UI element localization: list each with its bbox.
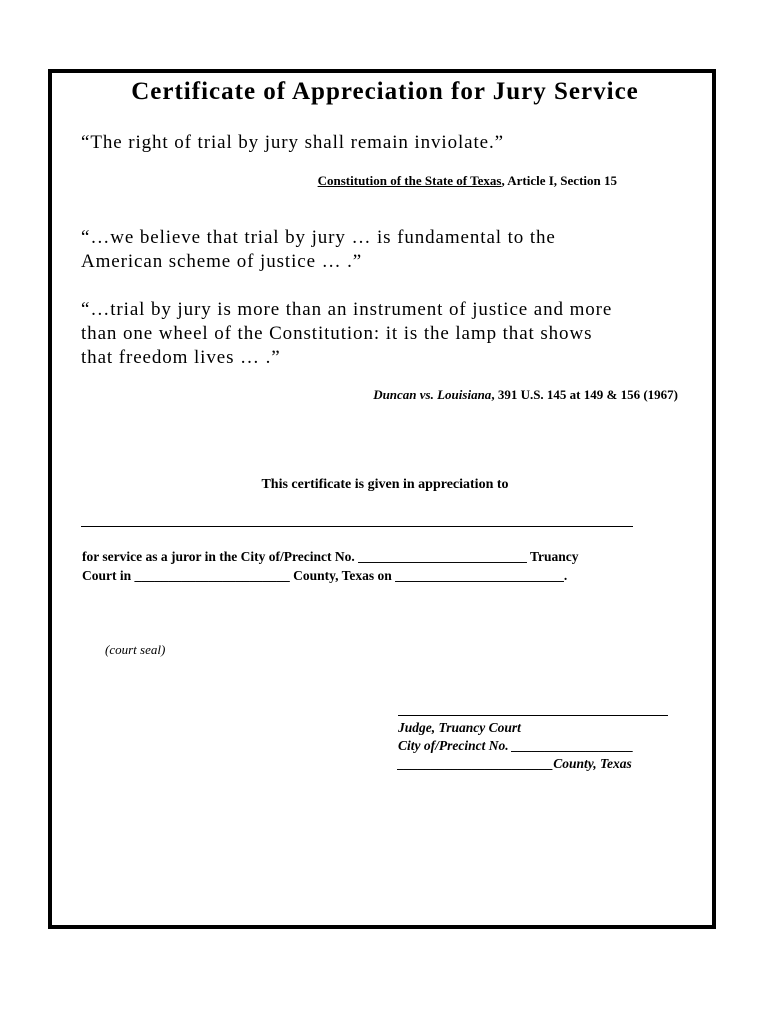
- citation-source: Constitution of the State of Texas: [317, 173, 502, 188]
- appreciation-text: This certificate is given in appreciation to: [261, 477, 509, 492]
- quote-line: American scheme of justice … .”: [81, 251, 363, 272]
- citation-article: , Article I, Section 15: [501, 173, 617, 188]
- quote-line: “…we believe that trial by jury … is fundamental to the: [81, 227, 556, 248]
- quote-scheme-of-justice: [81, 226, 556, 274]
- case-name: Duncan vs. Louisiana: [373, 387, 492, 402]
- judge-signature-line[interactable]: [398, 715, 668, 716]
- service-line-2: Court in _______________________ County, Texas on _________________________.: [82, 568, 568, 583]
- quote-texas-constitution: “The right of trial by jury shall remain inviolate.”: [81, 132, 504, 153]
- quote-line: “…trial by jury is more than an instrument of justice and more: [81, 299, 613, 320]
- quote-line: that freedom lives … .”: [81, 347, 281, 368]
- quote-line: than one wheel of the Constitution: it is the lamp that shows: [81, 323, 593, 344]
- quote-lamp-of-freedom: [81, 298, 612, 370]
- citation-duncan-case: [373, 387, 678, 403]
- citation-texas-constitution: [318, 173, 617, 189]
- juror-name-line[interactable]: [81, 526, 633, 527]
- judge-title: Judge, Truancy Court: [398, 720, 521, 735]
- certificate-border: [48, 69, 716, 929]
- case-reference: , 391 U.S. 145 at 149 & 156 (1967): [491, 387, 678, 402]
- appreciation-statement: [0, 477, 770, 493]
- court-seal-label: (court seal): [105, 642, 166, 657]
- certificate-title: Certificate of Appreciation for Jury Service: [131, 78, 639, 105]
- service-line-1: for service as a juror in the City of/Precinct No. _________________________ Truancy: [82, 549, 579, 564]
- judge-county: _______________________County, Texas: [398, 756, 632, 771]
- judge-precinct: City of/Precinct No. __________________: [398, 738, 634, 753]
